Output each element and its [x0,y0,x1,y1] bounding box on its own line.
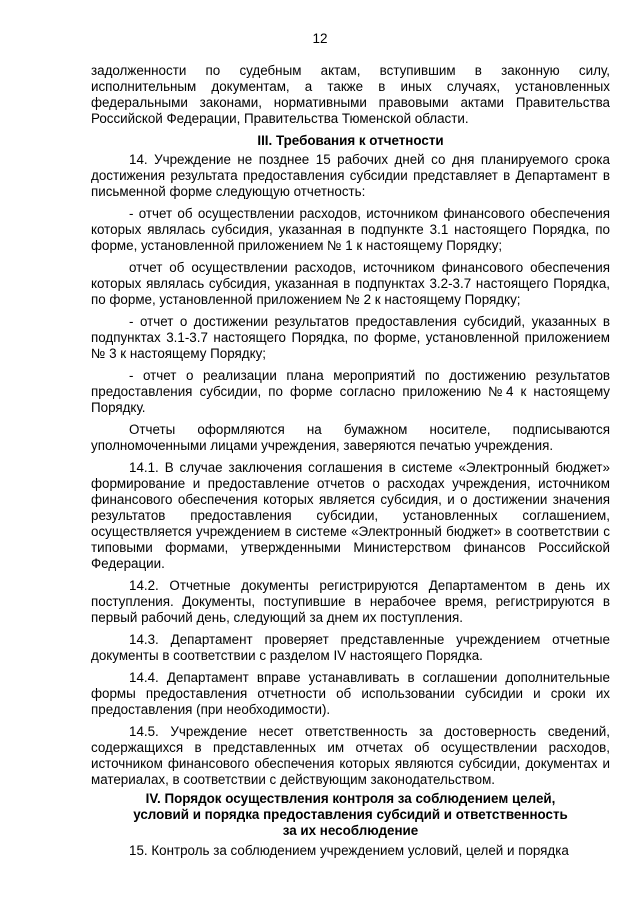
page-number: 12 [312,31,328,46]
paragraph-14-2: 14.2. Отчетные документы регистрируются Департаментом в день их поступления. Документы, поступившие в нерабочее время, регистрируются в первый рабочий день, следующий за днем их поступления. [91,578,610,625]
section-heading-reporting: III. Требования к отчетности [257,133,444,148]
paragraph-14-item-2: отчет об осуществлении расходов, источником финансового обеспечения которых являлась субсидия, указанная в подпунктах 3.2-3.7 настоящего Порядка, по форме, установленной приложением № 2 к настоящему Порядку; [91,260,610,307]
paragraph-14-reports: Отчеты оформляются на бумажном носителе, подписываются уполномоченными лицами учреждения, заверяются печатью учреждения. [91,422,610,453]
section-heading-control-line-1: IV. Порядок осуществления контроля за соблюдением целей, [145,791,556,806]
paragraph-14-5: 14.5. Учреждение несет ответственность за достоверность сведений, содержащихся в представленных им отчетах об осуществлении расходов, источником финансового обеспечения которых являются субсидии, документах и материалах, в соответствии с действующим законодательством. [91,724,610,787]
document-body [91,63,610,865]
section-heading-control-line-2: условий и порядка предоставления субсидий и ответственность [133,807,568,822]
paragraph-14-1: 14.1. В случае заключения соглашения в системе «Электронный бюджет» формирование и предоставление отчетов о расходах учреждения, источником финансового обеспечения которых является субсидия, и о достижении значения результатов предоставления субсидии, установленных соглашением, осуществляется учреждением в системе «Электронный бюджет» в соответствии с типовыми формами, утвержденными Министерством финансов Российской Федерации. [91,460,610,571]
paragraph-14: 14. Учреждение не позднее 15 рабочих дней со дня планируемого срока достижения результата предоставления субсидии представляет в Департамент в письменной форме следующую отчетность: [91,152,610,199]
section-heading-control-line-3: за их несоблюдение [282,823,419,838]
section-heading-control [91,791,610,839]
paragraph-14-4: 14.4. Департамент вправе устанавливать в соглашении дополнительные формы предоставления отчетности об использовании субсидии и сроки их предоставления (при необходимости). [91,670,610,717]
paragraph-15: 15. Контроль за соблюдением учреждением условий, целей и порядка [129,843,569,858]
paragraph-14-item-3: - отчет о достижении результатов предоставления субсидий, указанных в подпунктах 3.1-3.7 настоящего Порядка, по форме, установленной приложением № 3 к настоящему Порядку; [91,314,610,361]
paragraph-debt-continuation: задолженности по судебным актам, вступившим в законную силу, исполнительным документам, а также в иных случаях, установленных федеральными законами, нормативными правовыми актами Правительства Российской Федерации, Правительства Тюменской области. [91,63,610,126]
paragraph-14-item-4: - отчет о реализации плана мероприятий по достижению результатов предоставления субсидии, по форме согласно приложению №4 к настоящему Порядку. [91,368,610,415]
paragraph-14-3: 14.3. Департамент проверяет представленные учреждением отчетные документы в соответствии с разделом IV настоящего Порядка. [91,632,610,663]
paragraph-14-item-1: - отчет об осуществлении расходов, источником финансового обеспечения которых являлась субсидия, указанная в подпункте 3.1 настоящего Порядка, по форме, установленной приложением № 1 к настоящему Порядку; [91,206,610,253]
